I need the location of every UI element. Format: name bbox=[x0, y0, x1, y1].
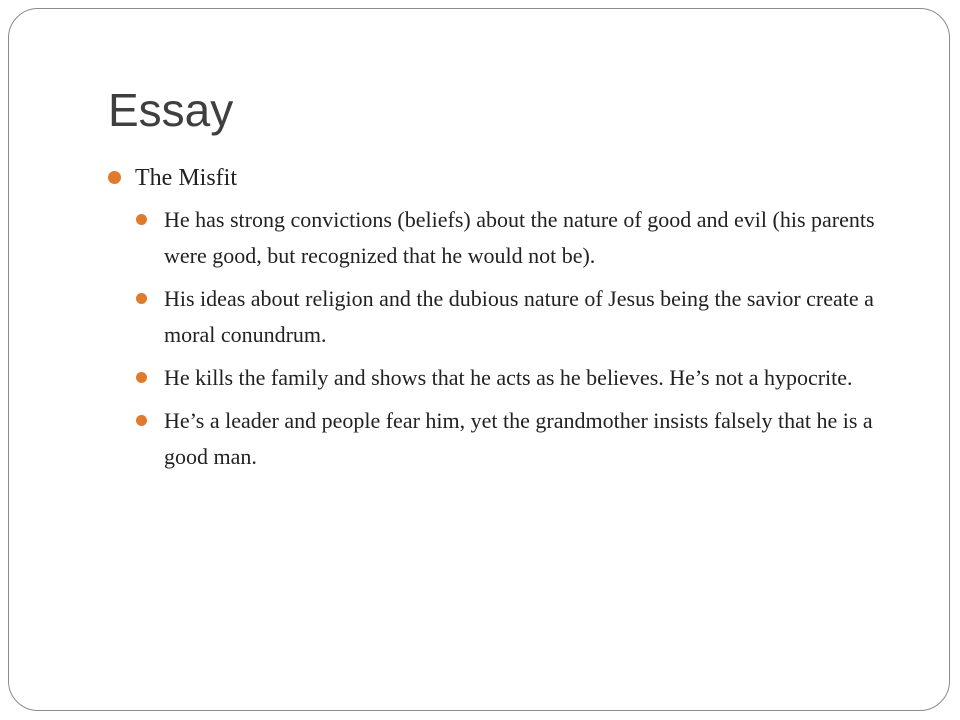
bullet-dot-icon bbox=[108, 171, 121, 184]
slide-title: Essay bbox=[108, 84, 234, 136]
bullet-dot-icon bbox=[136, 372, 147, 383]
bullet-item-the-misfit bbox=[108, 160, 888, 475]
sub-bullet-text: His ideas about religion and the dubious nature of Jesus being the savior create a moral conundrum. bbox=[164, 286, 874, 347]
sub-bullet-item bbox=[135, 281, 888, 353]
bullet-list bbox=[108, 160, 888, 475]
sub-bullet-item bbox=[135, 202, 888, 274]
sub-bullet-list bbox=[135, 202, 888, 475]
bullet-heading: The Misfit bbox=[135, 165, 237, 191]
sub-bullet-item bbox=[135, 360, 888, 396]
slide-content bbox=[108, 160, 888, 482]
bullet-dot-icon bbox=[136, 293, 147, 304]
bullet-dot-icon bbox=[136, 214, 147, 225]
bullet-dot-icon bbox=[136, 415, 147, 426]
sub-bullet-text: He has strong convictions (beliefs) about the nature of good and evil (his parents were good, but recognized that he would not be). bbox=[164, 207, 875, 268]
sub-bullet-text: He kills the family and shows that he acts as he believes. He’s not a hypocrite. bbox=[164, 365, 853, 390]
sub-bullet-text: He’s a leader and people fear him, yet the grandmother insists falsely that he is a good man. bbox=[164, 408, 873, 469]
sub-bullet-item bbox=[135, 403, 888, 475]
